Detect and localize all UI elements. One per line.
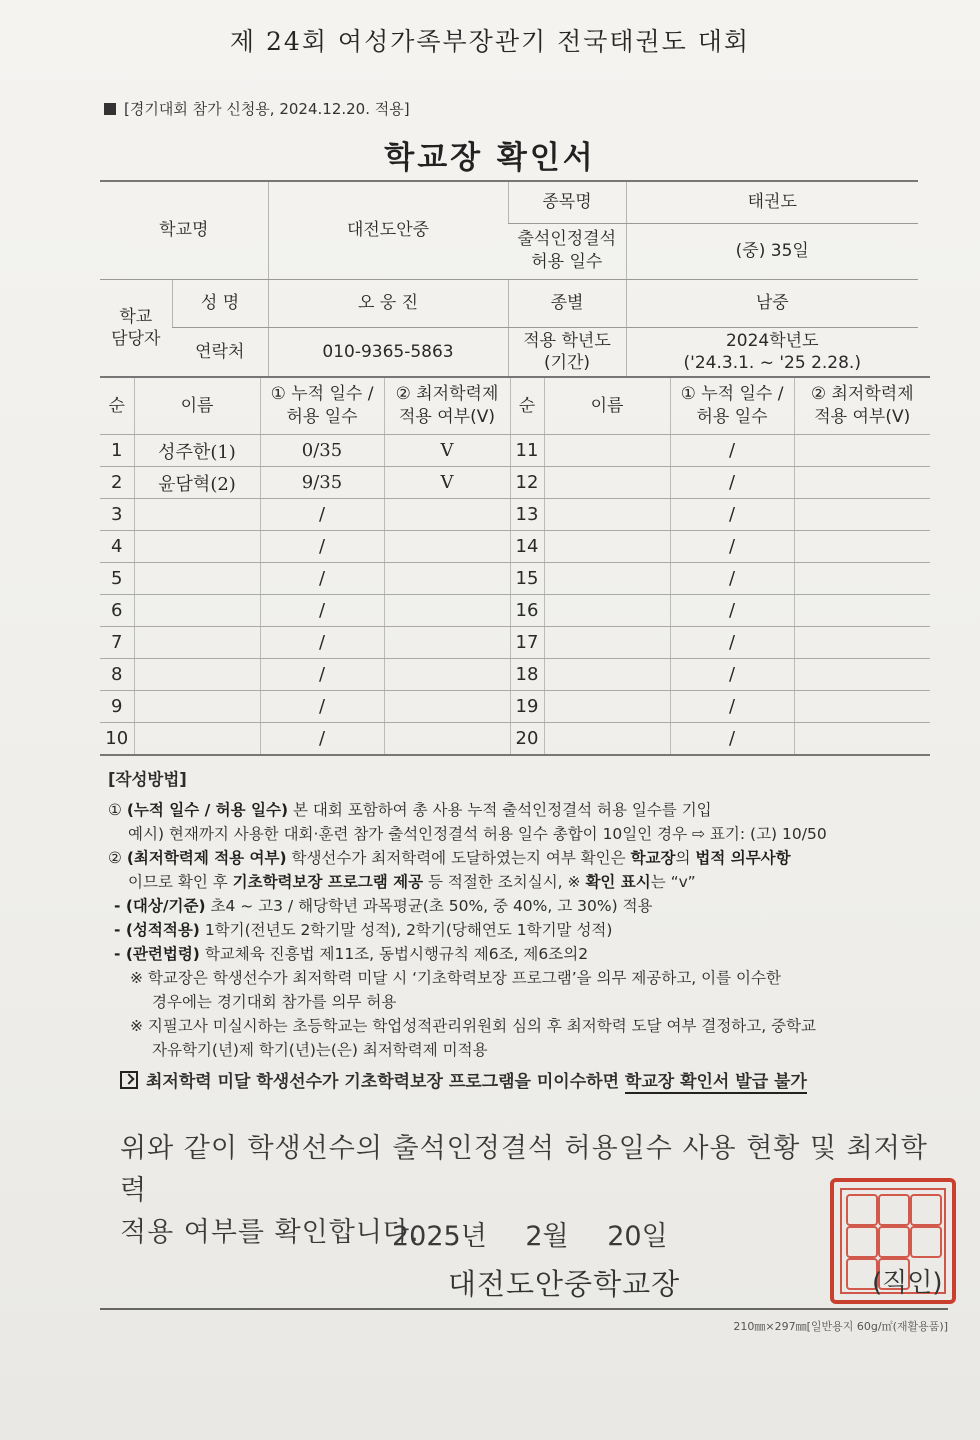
row-no: 11 bbox=[510, 435, 544, 467]
row-min-check bbox=[794, 435, 930, 467]
row-name bbox=[134, 723, 260, 756]
instruction-line: - (관련법령) 학교체육 진흥법 제11조, 동법시행규칙 제6조, 제6조의2 bbox=[114, 945, 589, 963]
row-min-check bbox=[384, 659, 510, 691]
row-name bbox=[134, 563, 260, 595]
row-min-check bbox=[794, 531, 930, 563]
table-row bbox=[100, 659, 930, 691]
row-min-check bbox=[794, 659, 930, 691]
row-days: / bbox=[670, 595, 794, 627]
row-min-check bbox=[794, 691, 930, 723]
row-no: 18 bbox=[510, 659, 544, 691]
row-name bbox=[544, 467, 670, 499]
row-days: / bbox=[260, 691, 384, 723]
school-year-value: 2024학년도 ('24.3.1. ~ '25 2.28.) bbox=[626, 327, 918, 378]
issuance-warning: 최저학력 미달 학생선수가 기초학력보장 프로그램을 미이수하면 학교장 확인서 발급 불가 bbox=[108, 1070, 940, 1094]
instruction-note: 자유학기(년)제 학기(년)는(은) 최저학력제 미적용 bbox=[152, 1041, 488, 1059]
row-name bbox=[544, 435, 670, 467]
category-label: 종별 bbox=[508, 279, 626, 327]
table-row bbox=[100, 595, 930, 627]
allowed-days-label: 출석인정결석 허용 일수 bbox=[508, 223, 626, 279]
row-days: / bbox=[260, 723, 384, 756]
row-days: / bbox=[670, 499, 794, 531]
table-row bbox=[100, 531, 930, 563]
col-no-header: 순 bbox=[100, 377, 134, 435]
row-days: / bbox=[670, 659, 794, 691]
footer-divider bbox=[100, 1308, 948, 1310]
row-min-check bbox=[384, 723, 510, 756]
manager-name-label: 성 명 bbox=[172, 279, 268, 327]
handwritten-event-title: 제 24회 여성가족부장관기 전국태권도 대회 bbox=[229, 27, 751, 56]
arrow-box-icon bbox=[120, 1071, 138, 1089]
instruction-note: ※ 지필고사 미실시하는 초등학교는 학업성적관리위원회 심의 후 최저학력 도달 여부 결정하고, 중학교 bbox=[130, 1017, 817, 1035]
table-row bbox=[100, 563, 930, 595]
row-min-check bbox=[794, 627, 930, 659]
school-name-value: 대전도안중 bbox=[268, 181, 508, 279]
row-name bbox=[134, 627, 260, 659]
school-year-label: 적용 학년도 (기간) bbox=[508, 327, 626, 378]
form-usage-note bbox=[104, 98, 410, 119]
instruction-line: - (대상/기준) 초4 ~ 고3 / 해당학년 과목평균(초 50%, 중 40%, 고 30%) 적용 bbox=[114, 897, 653, 915]
row-name: 성주한(1) bbox=[134, 435, 260, 467]
row-name bbox=[544, 691, 670, 723]
row-days: / bbox=[260, 531, 384, 563]
contact-value: 010-9365-5863 bbox=[268, 327, 508, 378]
row-name bbox=[134, 691, 260, 723]
row-name bbox=[544, 627, 670, 659]
row-no: 3 bbox=[100, 499, 134, 531]
row-min-check bbox=[794, 499, 930, 531]
row-no: 4 bbox=[100, 531, 134, 563]
row-min-check: V bbox=[384, 435, 510, 467]
row-name bbox=[544, 723, 670, 756]
row-days: / bbox=[670, 563, 794, 595]
row-no: 7 bbox=[100, 627, 134, 659]
row-name bbox=[544, 563, 670, 595]
row-days: / bbox=[670, 435, 794, 467]
instruction-line: ② (최저학력제 적용 여부) 학생선수가 최저학력에 도달하였는지 여부 확인은 학교장의 법적 의무사항 bbox=[108, 849, 791, 867]
row-no: 19 bbox=[510, 691, 544, 723]
row-min-check bbox=[384, 499, 510, 531]
instruction-note: 경우에는 경기대회 참가를 의무 허용 bbox=[152, 993, 397, 1011]
row-no: 1 bbox=[100, 435, 134, 467]
row-name bbox=[544, 659, 670, 691]
row-name bbox=[134, 499, 260, 531]
row-min-check bbox=[794, 595, 930, 627]
row-days: 0/35 bbox=[260, 435, 384, 467]
paper-spec: 210㎜×297㎜[일반용지 60g/㎡(재활용품)] bbox=[733, 1320, 948, 1333]
col-no-header: 순 bbox=[510, 377, 544, 435]
event-label: 종목명 bbox=[508, 181, 626, 223]
row-days: / bbox=[670, 723, 794, 756]
row-days: 9/35 bbox=[260, 467, 384, 499]
row-name bbox=[544, 531, 670, 563]
col-name-header: 이름 bbox=[134, 377, 260, 435]
row-days: / bbox=[260, 563, 384, 595]
col-name-header: 이름 bbox=[544, 377, 670, 435]
row-no: 10 bbox=[100, 723, 134, 756]
row-min-check bbox=[794, 723, 930, 756]
row-no: 9 bbox=[100, 691, 134, 723]
row-no: 2 bbox=[100, 467, 134, 499]
row-min-check bbox=[384, 563, 510, 595]
row-min-check bbox=[384, 691, 510, 723]
table-row bbox=[100, 499, 930, 531]
instruction-line: 이므로 확인 후 기초학력보장 프로그램 제공 등 적절한 조치실시, ※ 확인 표시는 “v” bbox=[128, 873, 696, 891]
row-name bbox=[134, 659, 260, 691]
allowed-days-value: (중) 35일 bbox=[626, 223, 918, 279]
instruction-example: 예시) 현재까지 사용한 대회·훈련 참가 출석인정결석 허용 일수 총합이 10일인 경우 ⇨ 표기: (고) 10/50 bbox=[128, 825, 827, 843]
row-no: 6 bbox=[100, 595, 134, 627]
row-no: 17 bbox=[510, 627, 544, 659]
row-no: 15 bbox=[510, 563, 544, 595]
instruction-line: ① (누적 일수 / 허용 일수) 본 대회 포함하여 총 사용 누적 출석인정결석 허용 일수를 기입 bbox=[108, 801, 712, 819]
row-days: / bbox=[260, 499, 384, 531]
school-name-label: 학교명 bbox=[100, 181, 268, 279]
table-row bbox=[100, 723, 930, 756]
category-value: 남중 bbox=[626, 279, 918, 327]
col-min-header: ② 최저학력제 적용 여부(V) bbox=[384, 377, 510, 435]
row-no: 8 bbox=[100, 659, 134, 691]
school-info-table bbox=[100, 180, 918, 378]
contact-label: 연락처 bbox=[172, 327, 268, 378]
row-days: / bbox=[260, 595, 384, 627]
row-no: 12 bbox=[510, 467, 544, 499]
page-title: 학교장 확인서 bbox=[384, 140, 596, 176]
row-days: / bbox=[670, 467, 794, 499]
row-name: 윤담혁(2) bbox=[134, 467, 260, 499]
seal-label: (직인) bbox=[872, 1268, 943, 1298]
col-days-header: ① 누적 일수 / 허용 일수 bbox=[260, 377, 384, 435]
table-row bbox=[100, 467, 930, 499]
row-name bbox=[134, 531, 260, 563]
col-days-header: ① 누적 일수 / 허용 일수 bbox=[670, 377, 794, 435]
square-bullet-icon bbox=[104, 103, 116, 115]
col-min-header: ② 최저학력제 적용 여부(V) bbox=[794, 377, 930, 435]
row-days: / bbox=[260, 659, 384, 691]
row-name bbox=[544, 595, 670, 627]
row-name bbox=[134, 595, 260, 627]
confirmation-statement: 위와 같이 학생선수의 출석인정결석 허용일수 사용 현황 및 최저학력 적용 여부를 확인합니다. bbox=[120, 1133, 928, 1248]
row-no: 5 bbox=[100, 563, 134, 595]
event-value: 태권도 bbox=[626, 181, 918, 223]
instructions-heading: [작성방법] bbox=[108, 770, 187, 789]
row-days: / bbox=[260, 627, 384, 659]
issue-date: 2025년 2월 20일 bbox=[392, 1221, 668, 1252]
row-no: 20 bbox=[510, 723, 544, 756]
row-min-check bbox=[794, 563, 930, 595]
row-no: 14 bbox=[510, 531, 544, 563]
row-no: 16 bbox=[510, 595, 544, 627]
row-days: / bbox=[670, 691, 794, 723]
writing-instructions bbox=[108, 768, 940, 1094]
row-no: 13 bbox=[510, 499, 544, 531]
instruction-note: ※ 학교장은 학생선수가 최저학력 미달 시 ‘기초학력보장 프로그램’을 의무 제공하고, 이를 이수한 bbox=[130, 969, 781, 987]
principal-name: 대전도안중학교장 bbox=[448, 1267, 681, 1301]
row-days: / bbox=[670, 531, 794, 563]
row-min-check bbox=[794, 467, 930, 499]
student-roster-table bbox=[100, 376, 930, 756]
row-min-check bbox=[384, 627, 510, 659]
table-row bbox=[100, 627, 930, 659]
table-row bbox=[100, 691, 930, 723]
roster-header-row bbox=[100, 377, 930, 435]
manager-label: 학교 담당자 bbox=[100, 279, 172, 378]
row-min-check bbox=[384, 531, 510, 563]
row-min-check: V bbox=[384, 467, 510, 499]
table-row bbox=[100, 435, 930, 467]
form-note-text: [경기대회 참가 신청용, 2024.12.20. 적용] bbox=[124, 100, 410, 118]
manager-name-value: 오 웅 진 bbox=[268, 279, 508, 327]
instruction-line: - (성적적용) 1학기(전년도 2학기말 성적), 2학기(당해연도 1학기말 성적) bbox=[114, 921, 613, 939]
row-name bbox=[544, 499, 670, 531]
row-min-check bbox=[384, 595, 510, 627]
row-days: / bbox=[670, 627, 794, 659]
